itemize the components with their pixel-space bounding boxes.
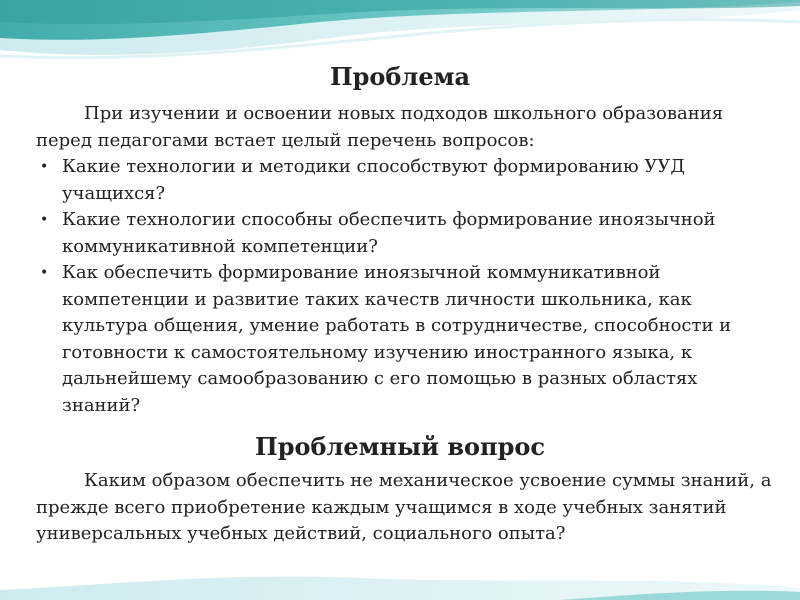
- list-item: [36, 154, 766, 207]
- bullet-icon: •: [40, 212, 49, 228]
- list-item-text: Какие технологии способны обеспечить формирование иноязычной коммуникативной компетенции?: [62, 209, 716, 257]
- list-item: [36, 260, 766, 419]
- list-item-text: Какие технологии и методики способствуют формированию УУД учащихся?: [62, 156, 686, 204]
- question-paragraph: Каким образом обеспечить не механическое усвоение суммы знаний, а прежде всего приобретение каждым учащимся в ходе учебных занятий универсальных учебных действий, социального опыта?: [36, 470, 772, 544]
- problem-question-heading: Проблемный вопрос: [255, 432, 545, 461]
- list-item: [36, 207, 766, 260]
- intro-paragraph: При изучении и освоении новых подходов школьного образования перед педагогами встает целый перечень вопросов:: [36, 103, 724, 151]
- problem-heading: Проблема: [329, 62, 471, 91]
- bullet-icon: •: [40, 265, 49, 281]
- list-item-text: Как обеспечить формирование иноязычной коммуникативной компетенции и развитие таких качеств личности школьника, как культура общения, умение работать в сотрудничестве, способности и готовности к самостоятельному изучению иностранного языка, к дальнейшему самообразованию с его помощью в разных областях знаний?: [62, 262, 732, 416]
- questions-list: [36, 154, 766, 419]
- bullet-icon: •: [40, 159, 49, 175]
